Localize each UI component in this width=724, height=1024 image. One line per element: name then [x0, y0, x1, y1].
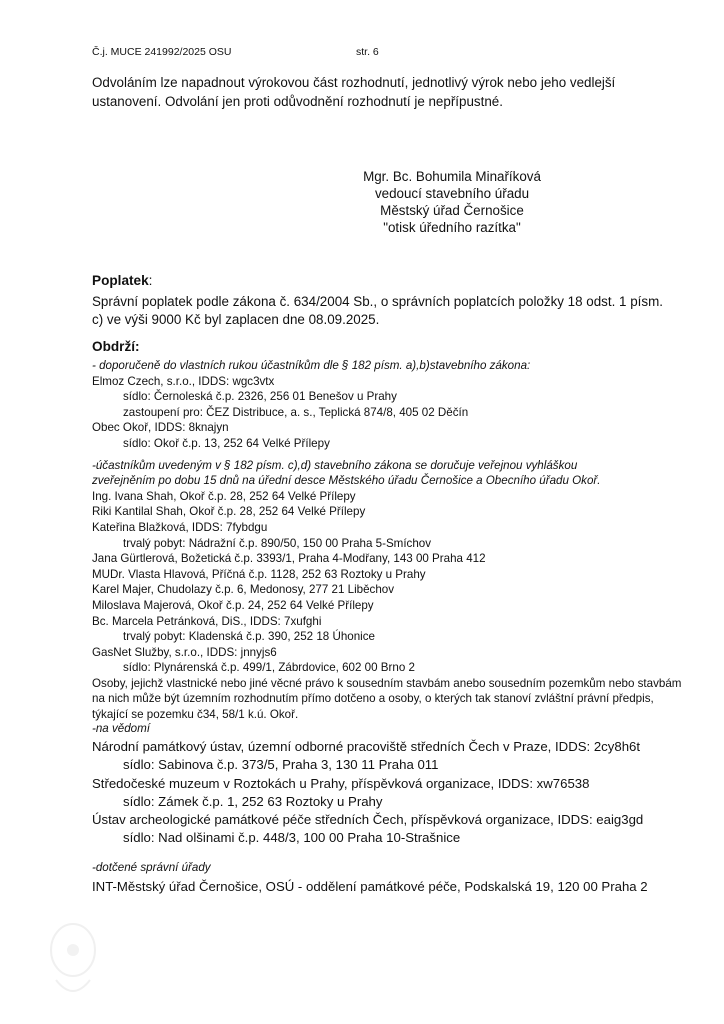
- list-item: Elmoz Czech, s.r.o., IDDS: wgc3vtx: [92, 374, 275, 388]
- faint-stamp-mark: [42, 910, 104, 1014]
- list-item: GasNet Služby, s.r.o., IDDS: jnnyjs6: [92, 645, 277, 659]
- list-item: Jana Gürtlerová, Božetická č.p. 3393/1, Praha 4-Modřany, 143 00 Praha 412: [92, 552, 486, 566]
- page-number: str. 6: [356, 46, 379, 58]
- list-item: Bc. Marcela Petránková, DiS., IDDS: 7xufghi: [92, 614, 322, 628]
- section-note: -dotčené správní úřady: [92, 861, 211, 875]
- list-item-address: sídlo: Sabinova č.p. 373/5, Praha 3, 130 11 Praha 011: [123, 757, 439, 773]
- list-item: Miloslava Majerová, Okoř č.p. 24, 252 64 Velké Přílepy: [92, 598, 374, 612]
- list-item-address: trvalý pobyt: Nádražní č.p. 890/50, 150 00 Praha 5-Smíchov: [123, 536, 432, 550]
- delivery-note: - doporučeně do vlastních rukou účastníkům dle § 182 písm. a),b)stavebního zákona:: [92, 359, 531, 372]
- list-item: Ing. Ivana Shah, Okoř č.p. 28, 252 64 Velké Přílepy: [92, 489, 356, 503]
- list-item-address: zastoupení pro: ČEZ Distribuce, a. s., Teplická 874/8, 405 02 Děčín: [123, 405, 469, 419]
- list-item: Středočeské muzeum v Roztokách u Prahy, příspěvková organizace, IDDS: xw76538: [92, 775, 590, 791]
- list-item: INT-Městský úřad Černošice, OSÚ - oddělení památkové péče, Podskalská 19, 120 00 Praha 2: [92, 878, 648, 894]
- notification-list: [92, 720, 692, 896]
- fees-text: Správní poplatek podle zákona č. 634/2004 Sb., o správních poplatcích položky 18 odst. 1 písm. c) ve výši 9000 Kč byl zaplacen dne 08.09.2025.: [92, 294, 663, 327]
- list-item: Osoby, jejichž vlastnické nebo jiné věcné právo k sousedním stavbám anebo sousedním pozemkům nebo stavbám na nich může být územním rozhodnutím přímo dotčeno a osoby, o kterých tak stanoví zvláštní právní předpis, týkající se pozemku č34, 58/1 k.ú. Okoř.: [92, 676, 682, 722]
- fees-heading: Poplatek:: [92, 273, 153, 288]
- list-item: Karel Majer, Chudolazy č.p. 6, Medonosy, 277 21 Liběchov: [92, 583, 395, 597]
- signatory-office: Městský úřad Černošice: [380, 203, 524, 218]
- signatory-role: vedoucí stavebního úřadu: [374, 186, 530, 201]
- list-item: Riki Kantilal Shah, Okoř č.p. 28, 252 64 Velké Přílepy: [92, 505, 366, 519]
- list-item: Ústav archeologické památkové péče středních Čech, příspěvková organizace, IDDS: eaig3gd: [92, 812, 644, 828]
- list-item: Obec Okoř, IDDS: 8knajyn: [92, 421, 229, 435]
- section-note: -na vědomí: [92, 722, 150, 735]
- stamp-note: "otisk úředního razítka": [383, 220, 521, 235]
- list-item-address: sídlo: Černoleská č.p. 2326, 256 01 Benešov u Prahy: [123, 390, 397, 404]
- delivery-note: -účastníkům uvedeným v § 182 písm. c),d) stavebního zákona se doručuje veřejnou vyhláškou: [92, 458, 578, 472]
- list-item-address: sídlo: Okoř č.p. 13, 252 64 Velké Přílepy: [123, 436, 330, 450]
- list-item: MUDr. Vlasta Hlavová, Příčná č.p. 1128, 252 63 Roztoky u Prahy: [92, 567, 426, 581]
- list-item: Národní památkový ústav, územní odborné pracoviště středních Čech v Praze, IDDS: 2cy8h6t: [92, 739, 641, 755]
- signature-block: [354, 168, 550, 236]
- signatory-name: Mgr. Bc. Bohumila Minaříková: [363, 169, 541, 184]
- list-item-address: trvalý pobyt: Kladenská č.p. 390, 252 18 Úhonice: [123, 630, 375, 644]
- appeal-notice: Odvoláním lze napadnout výrokovou část rozhodnutí, jednotlivý výrok nebo jeho vedlejší ustanovení. Odvolání jen proti odůvodnění rozhodnutí je nepřípustné.: [92, 75, 616, 109]
- recipients-heading: Obdrží:: [92, 339, 140, 354]
- recipients-list: [92, 358, 692, 723]
- list-item: Kateřina Blažková, IDDS: 7fybdgu: [92, 520, 268, 534]
- list-item-address: sídlo: Nad olšinami č.p. 448/3, 100 00 Praha 10-Strašnice: [123, 830, 461, 846]
- reference-number: Č.j. MUCE 241992/2025 OSU: [92, 46, 232, 58]
- page-header: [92, 46, 379, 58]
- list-item-address: sídlo: Plynárenská č.p. 499/1, Zábrdovice, 602 00 Brno 2: [123, 661, 415, 675]
- list-item-address: sídlo: Zámek č.p. 1, 252 63 Roztoky u Prahy: [123, 793, 383, 809]
- delivery-note: zveřejněním po dobu 15 dnů na úřední desce Městského úřadu Černošice a Obecního úřadu Okoř.: [92, 474, 601, 488]
